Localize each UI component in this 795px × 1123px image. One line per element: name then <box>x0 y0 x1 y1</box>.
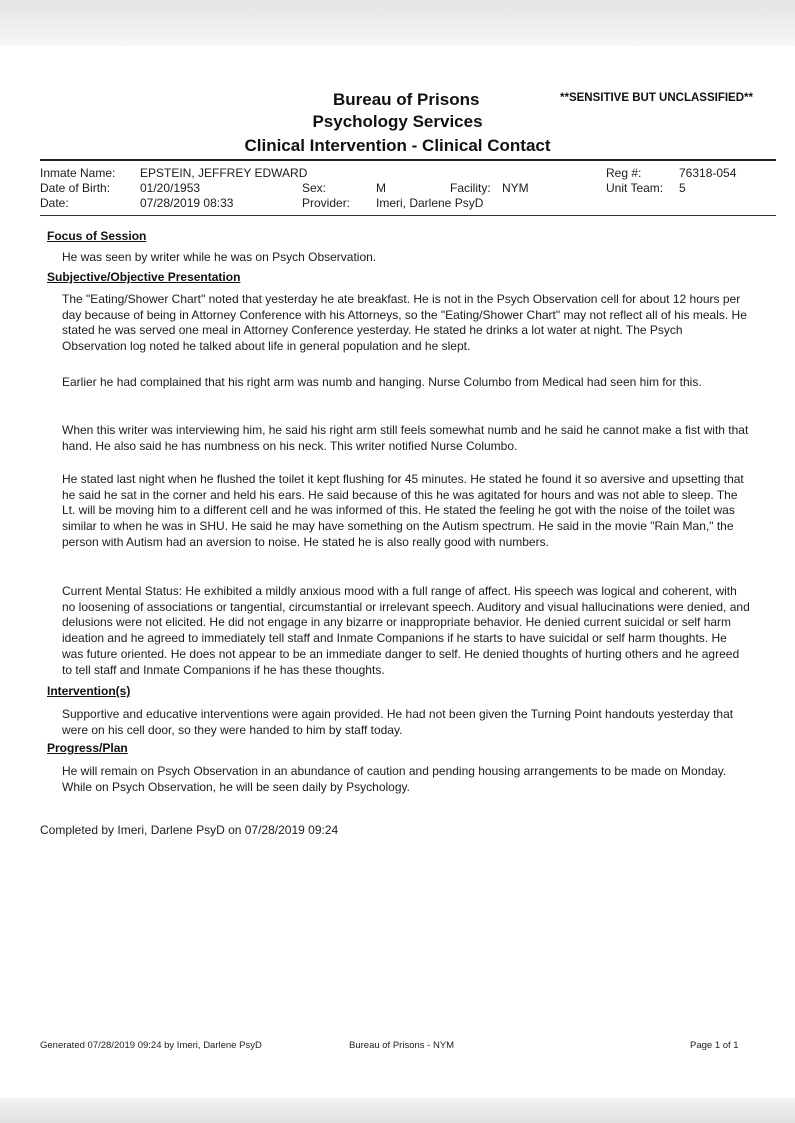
reg-number-label: Reg #: <box>606 166 642 180</box>
info-divider <box>40 215 776 216</box>
section-heading-intervention: Intervention(s) <box>47 684 131 698</box>
subjective-paragraph-4: He stated last night when he flushed the toilet it kept flushing for 45 minutes. He stated he found it so aversive and upsetting that he said he sat in the corner and held his ears. He said because of this he was agitated for hours and was not able to sleep. The Lt. will be moving him to a different cell and he was informed of this. He stated the feeling he got with the noise of the toilet was similar to when he was in SHU. He said he may have something on the Autism spectrum. He said in the movie "Rain Man," the person with Autism had an aversion to noise. He stated he is also really good with numbers. <box>62 472 744 549</box>
classification-banner: **SENSITIVE BUT UNCLASSIFIED** <box>560 92 753 104</box>
section-heading-focus: Focus of Session <box>47 229 147 243</box>
provider-label: Provider: <box>302 196 351 210</box>
header-row <box>0 90 795 112</box>
subjective-paragraph-2: Earlier he had complained that his right arm was numb and hanging. Nurse Columbo from Medical had seen him for this. <box>62 375 702 389</box>
inmate-name-value: EPSTEIN, JEFFREY EDWARD <box>140 166 308 180</box>
agency-name: Bureau of Prisons <box>333 90 480 109</box>
reg-number-value: 76318-054 <box>679 166 737 180</box>
date-value: 07/28/2019 08:33 <box>140 196 234 210</box>
footer-institution: Bureau of Prisons - NYM <box>349 1040 455 1051</box>
dob-label: Date of Birth: <box>40 181 111 195</box>
facility-value: NYM <box>502 181 529 195</box>
sex-value: M <box>376 181 386 195</box>
section-heading-subjective: Subjective/Objective Presentation <box>47 270 241 284</box>
focus-paragraph: He was seen by writer while he was on Psych Observation. <box>62 250 377 264</box>
subjective-paragraph-mental-status: Current Mental Status: He exhibited a mildly anxious mood with a full range of affect. His speech was logical and coherent, with no loosening of associations or tangential, circumstantial or irrelevant speech. Auditory and visual hallucinations were denied, and delusions were not elicited. He did not engage in any bizarre or inappropriate behavior. He denied current suicidal or self harm ideation and he agreed to immediately tell staff and Inmate Companions if he starts to have suicidal or self harm thoughts. He was future oriented. He does not appear to be an immediate danger to self. He denied thoughts of hurting others and he agreed to tell staff and Inmate Companions if he has these thoughts. <box>62 584 750 677</box>
footer-generated: Generated 07/28/2019 09:24 by Imeri, Darlene PsyD <box>40 1040 262 1051</box>
subjective-paragraph-3: When this writer was interviewing him, he said his right arm still feels somewhat numb and he said he cannot make a fist with that hand. He also said he has numbness on his neck. This writer notified Nurse Columbo. <box>62 423 749 453</box>
intervention-paragraph: Supportive and educative interventions were again provided. He had not been given the Turning Point handouts yesterday that were on his cell door, so they were handed to him by staff today. <box>62 707 734 737</box>
section-heading-plan: Progress/Plan <box>47 741 128 755</box>
completed-by-line: Completed by Imeri, Darlene PsyD on 07/28/2019 09:24 <box>40 823 339 837</box>
subjective-paragraph-1: The "Eating/Shower Chart" noted that yesterday he ate breakfast. He is not in the Psych Observation cell for about 12 hours per day because of being in Attorney Conference with his Attorneys, so the "Eating/Shower Chart" may not reflect all of his meals. He stated he was served one meal in Attorney Conference yesterday. He stated he drinks a lot water at night. The Psych Observation log noted he talked about life in general population and he slept. <box>62 292 747 354</box>
facility-label: Facility: <box>450 181 491 195</box>
provider-value: Imeri, Darlene PsyD <box>376 196 484 210</box>
dob-value: 01/20/1953 <box>140 181 201 195</box>
unit-team-label: Unit Team: <box>606 181 664 195</box>
sex-label: Sex: <box>302 181 327 195</box>
footer-page-number: Page 1 of 1 <box>690 1040 739 1051</box>
unit-team-value: 5 <box>679 181 686 195</box>
plan-paragraph: He will remain on Psych Observation in an abundance of caution and pending housing arrangements to be made on Monday. While on Psych Observation, he will be seen daily by Psychology. <box>62 764 727 794</box>
date-label: Date: <box>40 196 69 210</box>
header-divider <box>40 159 776 161</box>
department-name: Psychology Services <box>312 112 483 131</box>
inmate-name-label: Inmate Name: <box>40 166 116 180</box>
form-title: Clinical Intervention - Clinical Contact <box>244 136 551 155</box>
